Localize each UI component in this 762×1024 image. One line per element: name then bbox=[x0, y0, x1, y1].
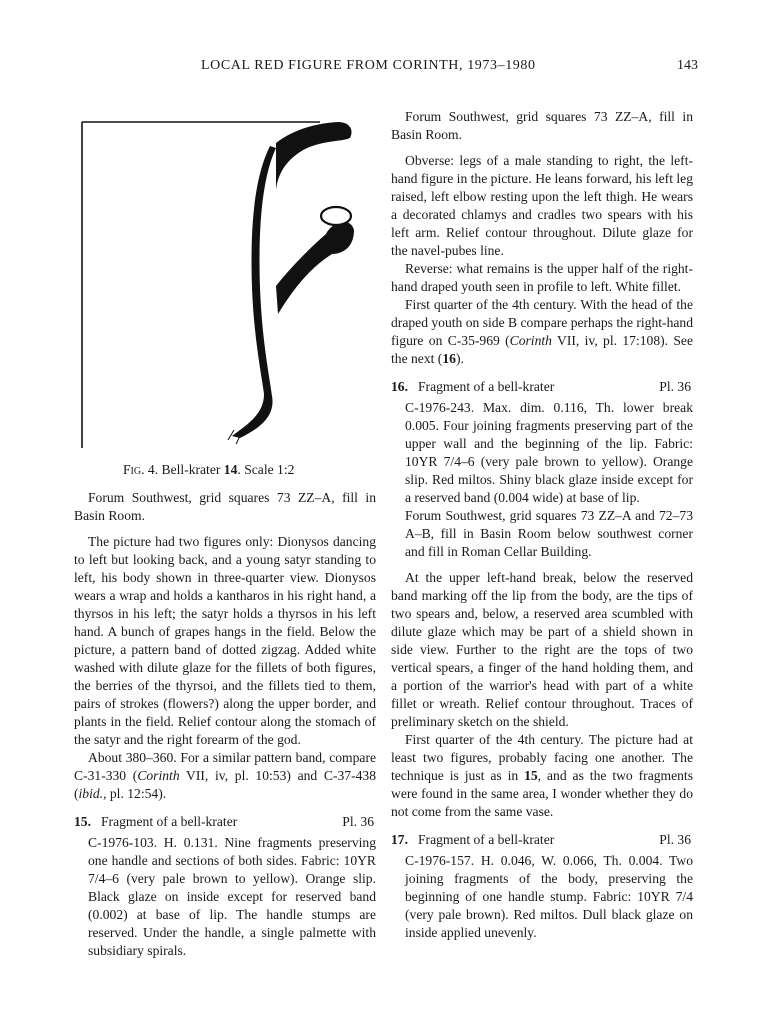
right-column bbox=[391, 108, 693, 942]
entry-15-plate: Pl. 36 bbox=[342, 814, 374, 829]
date-text: About 380–360. For a similar pattern band, compare C-31-330 ( bbox=[74, 750, 376, 783]
left-column bbox=[74, 489, 376, 960]
krater-profile-svg bbox=[80, 118, 370, 458]
entry-15-title-group bbox=[74, 813, 237, 831]
entry-16-number: 16. bbox=[391, 379, 408, 394]
entry-15-number: 15. bbox=[74, 814, 91, 829]
figure-caption bbox=[123, 462, 373, 478]
krater-wall bbox=[232, 146, 276, 438]
entry-16-plate: Pl. 36 bbox=[659, 379, 691, 394]
entry-17-number: 17. bbox=[391, 832, 408, 847]
entry-17-heading bbox=[391, 831, 693, 849]
entry-16-date bbox=[391, 731, 693, 821]
date-ref-italic: ibid. bbox=[78, 786, 104, 801]
entry-17-title: Fragment of a bell-krater bbox=[418, 832, 555, 847]
date-text: First quarter of the 4th century. With the head of the draped youth on side B compare perhaps the right-hand figure on C-35-969 ( bbox=[391, 297, 693, 348]
findspot-paragraph: Forum Southwest, grid squares 73 ZZ–A, fill in Basin Room. bbox=[74, 490, 376, 523]
entry-17-plate: Pl. 36 bbox=[659, 832, 691, 847]
entry-17-title-group bbox=[391, 831, 554, 849]
entry-16-heading bbox=[391, 378, 693, 396]
caption-catalogue-number: 14 bbox=[223, 462, 238, 477]
entry-16-title: Fragment of a bell-krater bbox=[418, 379, 555, 394]
entry-16-body: C-1976-243. Max. dim. 0.116, Th. lower break 0.005. Four joining fragments preserving part of the upper wall and the beginning of the lip. Fabric: 10YR 7/4–6 (very pale brown to yellow). Orange slip. Red miltos. Shiny black glaze inside except for a reserved band (0.004 wide) at base of lip. bbox=[405, 400, 693, 505]
date-ref-bold: 15 bbox=[524, 768, 538, 783]
date-text: VII, iv, pl. 10:53) and C-37-438 ( bbox=[74, 768, 376, 801]
entry-16-title-group bbox=[391, 378, 554, 396]
break-mark bbox=[228, 430, 234, 440]
running-title: LOCAL RED FIGURE FROM CORINTH, 1973–1980 bbox=[201, 58, 536, 73]
date-text: First quarter of the 4th century. The picture had at least two figures, probably facing one another. The technique is just as in bbox=[391, 732, 693, 783]
figure-4-profile-drawing bbox=[80, 118, 370, 458]
date-text: , pl. 12:54). bbox=[103, 786, 167, 801]
reverse-paragraph: Reverse: what remains is the upper half of the right-hand draped youth seen in profile to left. White fillet. bbox=[391, 261, 693, 294]
date-ref-italic: Corinth bbox=[137, 768, 180, 783]
caption-label: Fig. 4. bbox=[123, 462, 159, 477]
entry-16-findspot: Forum Southwest, grid squares 73 ZZ–A and 72–73 A–B, fill in Basin Room below southwest corner and fill in Roman Cellar Building. bbox=[405, 508, 693, 559]
date-ref-italic: Corinth bbox=[509, 333, 552, 348]
entry-15-title: Fragment of a bell-krater bbox=[101, 814, 238, 829]
description-paragraph: The picture had two figures only: Dionysos dancing to left but looking back, and a young satyr standing to left, his body shown in three-quarter view. Dionysos wears a wrap and holds a kantharos in his right hand, a thyrsos in his left; the satyr holds a thyrsos in his left hand. A bunch of grapes hangs in the field. Below the picture, a pattern band of dotted zigzag. Added white washed with dilute glaze for the fillets of both figures, the berries of the thyrsoi, and the fillets tied to them, pairs of strokes (flowers?) along the upper border, and plants in the field. Relief contour along the stomach of the satyr and the right forearm of the god. bbox=[74, 534, 376, 747]
date-text: VII, iv, pl. 17:108). See the next ( bbox=[391, 333, 693, 366]
entry-16-description: At the upper left-hand break, below the reserved band marking off the lip from the body, are the tips of two spears and, below, a reserved area scumbled with dilute glaze which may be part of a shield shown in side view. Further to the right are the tops of two vertical spears, a finger of the hand holding them, and a portion of the warrior's head with part of a white fillet or wreath. Relief contour throughout. Traces of preliminary sketch on the shield. bbox=[391, 570, 693, 729]
entry-17-body: C-1976-157. H. 0.046, W. 0.066, Th. 0.004. Two joining fragments of the body, preserving the beginning of one handle stump. Fabric: 10YR 7/4 (very pale brown). Red miltos. Dull black glaze on inside applied unevenly. bbox=[405, 853, 693, 940]
findspot-paragraph: Forum Southwest, grid squares 73 ZZ–A, fill in Basin Room. bbox=[391, 109, 693, 142]
date-paragraph bbox=[391, 296, 693, 368]
date-text: ). bbox=[455, 351, 464, 366]
obverse-paragraph: Obverse: legs of a male standing to right, the left-hand figure in the picture. He leans forward, his left leg raised, left elbow resting upon the left thigh. He wears a decorated chlamys and cradles two spears with his left arm. Relief contour throughout. Dilute glaze for the navel-pubes line. bbox=[391, 153, 693, 258]
handle-stump-section bbox=[321, 207, 351, 225]
caption-text: Bell-krater bbox=[158, 462, 224, 477]
krater-lip bbox=[276, 122, 352, 190]
date-ref-bold: 16 bbox=[442, 351, 456, 366]
entry-15-body: C-1976-103. H. 0.131. Nine fragments preserving one handle and sections of both sides. Fabric: 10YR 7/4–6 (very pale brown to yellow). Orange slip. Black glaze on inside except for reserved band (0.002) at base of lip. The handle stumps are reserved. Under the handle, a single palmette with subsidiary spirals. bbox=[88, 835, 376, 958]
caption-scale: . Scale 1:2 bbox=[237, 462, 295, 477]
krater-handle bbox=[276, 222, 354, 314]
page-number: 143 bbox=[677, 58, 698, 73]
entry-15-heading bbox=[74, 813, 376, 831]
date-paragraph bbox=[74, 749, 376, 803]
date-text: , and as the two fragments were found in the same area, I wonder whether they do not come from the same vase. bbox=[391, 768, 693, 819]
